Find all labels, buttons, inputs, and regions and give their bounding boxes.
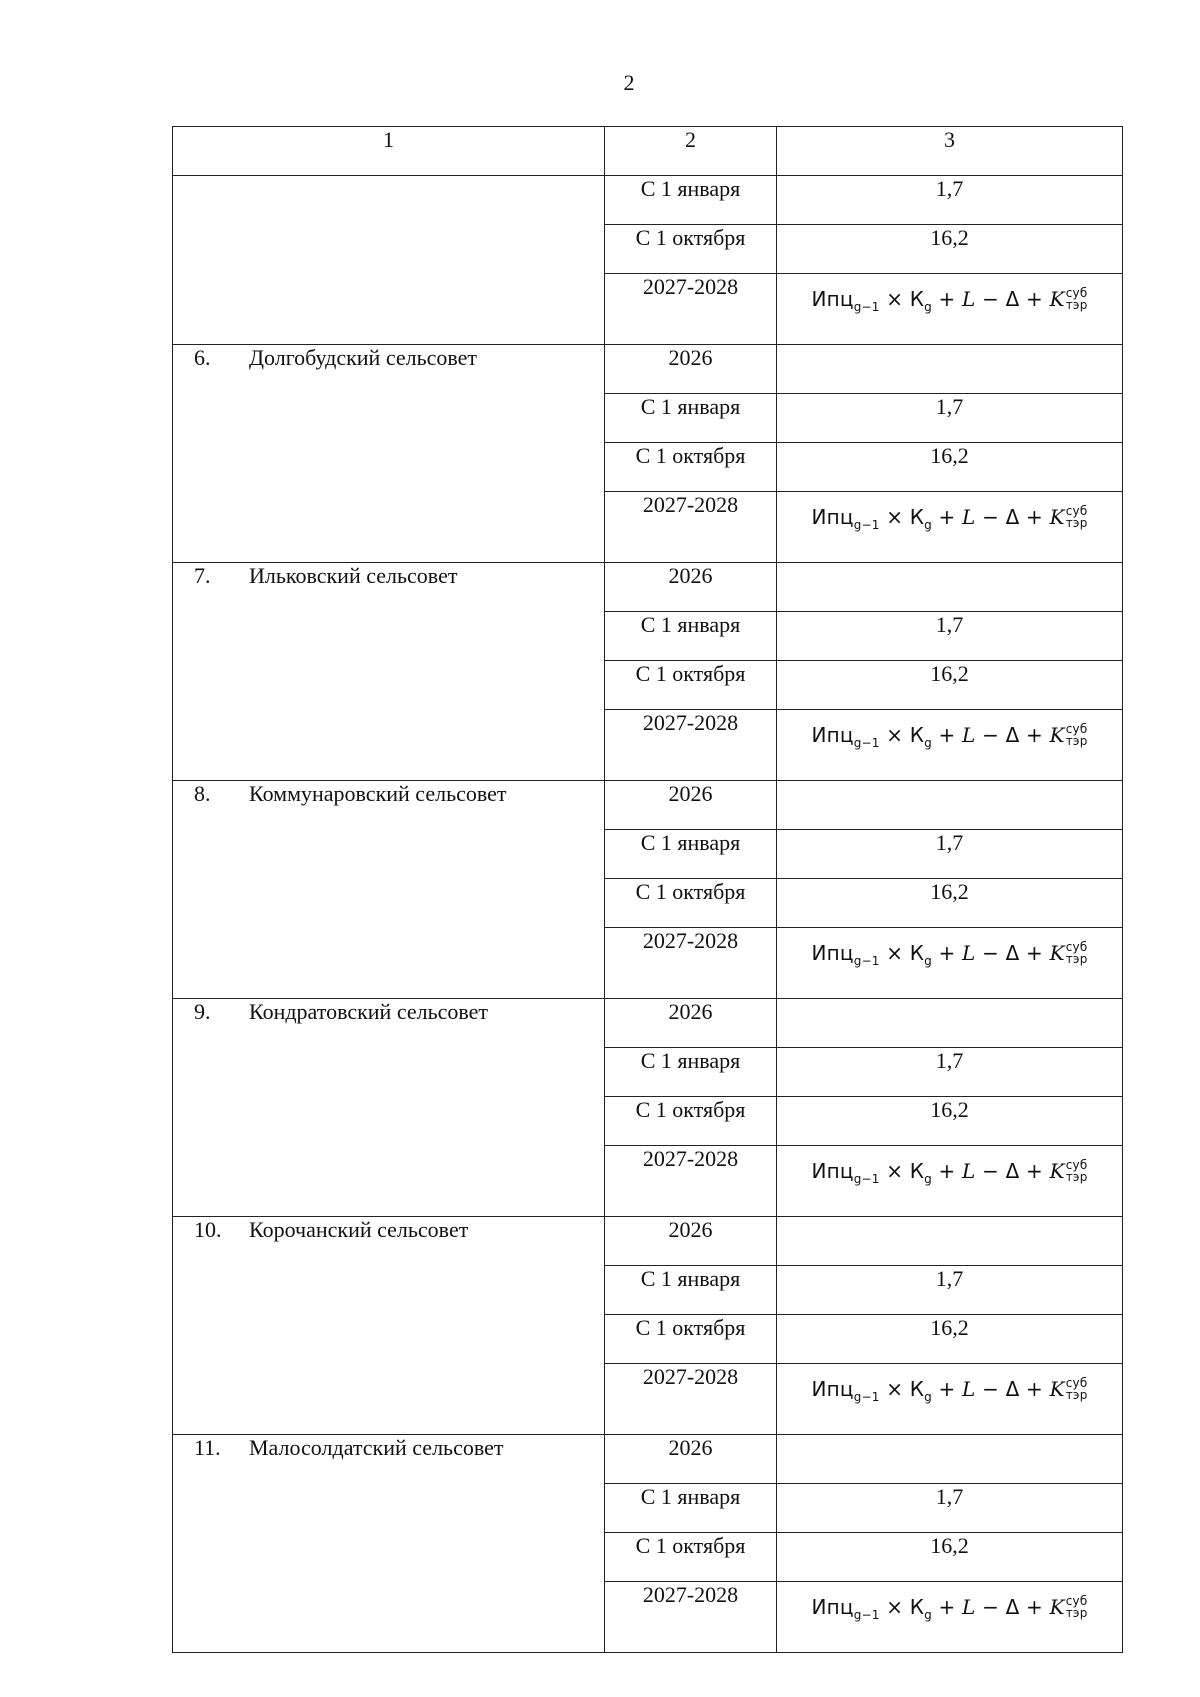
tariff-formula bbox=[811, 285, 1088, 314]
value-cell: 1,7 bbox=[777, 176, 1123, 225]
entry-number: 7. bbox=[194, 563, 211, 588]
formula-k2-sub: тэр bbox=[1065, 515, 1088, 530]
formula-base-sub: g−1 bbox=[853, 300, 880, 314]
formula-base-sub: g−1 bbox=[853, 736, 880, 750]
value-cell: 16,2 bbox=[777, 661, 1123, 710]
table-row bbox=[173, 781, 1123, 830]
formula-k2: K bbox=[1049, 1159, 1065, 1183]
entry-number: 8. bbox=[194, 781, 211, 806]
settlement-name: Долгобудский сельсовет bbox=[249, 345, 478, 370]
period-cell: С 1 октября bbox=[605, 879, 777, 928]
formula-k: К bbox=[909, 1377, 925, 1401]
period-cell: 2027-2028 bbox=[605, 1364, 777, 1435]
formula-cell bbox=[777, 274, 1123, 345]
formula-k: К bbox=[909, 941, 925, 965]
formula-plus: + bbox=[1019, 1159, 1050, 1183]
entry-number: 11. bbox=[194, 1435, 221, 1460]
formula-l: L bbox=[962, 1595, 976, 1619]
year-cell: 2026 bbox=[605, 563, 777, 612]
formula-delta: Δ bbox=[1005, 287, 1020, 311]
formula-k2-sup: суб bbox=[1065, 721, 1088, 736]
formula-minus: − bbox=[975, 1159, 1006, 1183]
settlement-cell bbox=[173, 345, 605, 563]
period-cell: 2027-2028 bbox=[605, 274, 777, 345]
formula-plus: + bbox=[1019, 505, 1050, 529]
entry-number: 9. bbox=[194, 999, 211, 1024]
period-cell: С 1 января bbox=[605, 1266, 777, 1315]
continuation-name-cell bbox=[173, 176, 605, 345]
formula-k2: K bbox=[1049, 1595, 1065, 1619]
period-cell: С 1 января bbox=[605, 1484, 777, 1533]
formula-k: К bbox=[909, 1595, 925, 1619]
tariff-formula bbox=[811, 939, 1088, 968]
formula-k2: K bbox=[1049, 1377, 1065, 1401]
value-cell: 16,2 bbox=[777, 443, 1123, 492]
table-row bbox=[173, 1217, 1123, 1266]
period-cell: 2027-2028 bbox=[605, 1146, 777, 1217]
value-cell: 1,7 bbox=[777, 830, 1123, 879]
period-cell: С 1 октября bbox=[605, 443, 777, 492]
tariff-formula bbox=[811, 503, 1088, 532]
period-cell: 2027-2028 bbox=[605, 928, 777, 999]
formula-k2-indices bbox=[1066, 505, 1088, 529]
settlement-name: Коммунаровский сельсовет bbox=[249, 781, 507, 806]
formula-k-sub: g bbox=[924, 300, 932, 314]
formula-delta: Δ bbox=[1005, 1377, 1020, 1401]
formula-k-sub: g bbox=[924, 954, 932, 968]
formula-times: × bbox=[879, 941, 910, 965]
formula-plus: + bbox=[1019, 287, 1050, 311]
formula-plus: + bbox=[931, 1159, 963, 1183]
settlement-cell bbox=[173, 563, 605, 781]
formula-minus: − bbox=[975, 723, 1006, 747]
value-cell: 1,7 bbox=[777, 1048, 1123, 1097]
formula-plus: + bbox=[931, 1595, 963, 1619]
formula-times: × bbox=[879, 1159, 910, 1183]
formula-times: × bbox=[879, 1595, 910, 1619]
settlement-name: Ильковский сельсовет bbox=[249, 563, 458, 588]
formula-k2: K bbox=[1049, 287, 1065, 311]
formula-base-sub: g−1 bbox=[853, 1608, 880, 1622]
formula-base: Ипц bbox=[811, 1595, 854, 1619]
formula-k2: K bbox=[1049, 723, 1065, 747]
period-cell: С 1 октября bbox=[605, 1315, 777, 1364]
formula-k2-sup: суб bbox=[1065, 1157, 1088, 1172]
formula-l: L bbox=[962, 287, 976, 311]
formula-k2-indices bbox=[1066, 1377, 1088, 1401]
year-cell: 2026 bbox=[605, 999, 777, 1048]
formula-cell bbox=[777, 710, 1123, 781]
value-cell: 16,2 bbox=[777, 225, 1123, 274]
formula-base: Ипц bbox=[811, 723, 854, 747]
value-cell: 16,2 bbox=[777, 1533, 1123, 1582]
formula-cell bbox=[777, 928, 1123, 999]
settlement-name: Корочанский сельсовет bbox=[249, 1217, 469, 1242]
formula-minus: − bbox=[975, 287, 1006, 311]
year-cell: 2026 bbox=[605, 345, 777, 394]
year-cell: 2026 bbox=[605, 781, 777, 830]
table-row bbox=[173, 999, 1123, 1048]
formula-base: Ипц bbox=[811, 1377, 854, 1401]
formula-k2-sup: суб bbox=[1065, 1593, 1088, 1608]
table-header-row bbox=[173, 127, 1123, 176]
period-cell: С 1 октября bbox=[605, 1533, 777, 1582]
formula-plus: + bbox=[931, 505, 963, 529]
formula-base-sub: g−1 bbox=[853, 1172, 880, 1186]
formula-k-sub: g bbox=[924, 518, 932, 532]
formula-k2-sub: тэр bbox=[1065, 1605, 1088, 1620]
formula-plus: + bbox=[931, 1377, 963, 1401]
formula-plus: + bbox=[1019, 941, 1050, 965]
formula-l: L bbox=[962, 941, 976, 965]
table-row bbox=[173, 345, 1123, 394]
value-cell bbox=[777, 1217, 1123, 1266]
formula-k-sub: g bbox=[924, 1608, 932, 1622]
formula-plus: + bbox=[931, 287, 963, 311]
tariff-table bbox=[172, 126, 1123, 1653]
formula-base-sub: g−1 bbox=[853, 1390, 880, 1404]
tariff-formula bbox=[811, 721, 1088, 750]
table-row bbox=[173, 176, 1123, 225]
settlement-cell bbox=[173, 1217, 605, 1435]
formula-k-sub: g bbox=[924, 1390, 932, 1404]
settlement-cell bbox=[173, 1435, 605, 1653]
period-cell: 2027-2028 bbox=[605, 1582, 777, 1653]
formula-k2-sup: суб bbox=[1065, 285, 1088, 300]
formula-times: × bbox=[879, 505, 910, 529]
formula-base: Ипц bbox=[811, 287, 854, 311]
header-col-2: 2 bbox=[605, 127, 777, 176]
formula-minus: − bbox=[975, 1595, 1006, 1619]
period-cell: С 1 января bbox=[605, 394, 777, 443]
formula-delta: Δ bbox=[1005, 1159, 1020, 1183]
tariff-formula bbox=[811, 1593, 1088, 1622]
formula-k2-indices bbox=[1066, 1595, 1088, 1619]
formula-k2: K bbox=[1049, 941, 1065, 965]
table-row bbox=[173, 563, 1123, 612]
formula-k-sub: g bbox=[924, 1172, 932, 1186]
formula-cell bbox=[777, 492, 1123, 563]
table-row bbox=[173, 1435, 1123, 1484]
formula-l: L bbox=[962, 1159, 976, 1183]
formula-k2-sub: тэр bbox=[1065, 1169, 1088, 1184]
settlement-name: Малосолдатский сельсовет bbox=[249, 1435, 504, 1460]
formula-delta: Δ bbox=[1005, 723, 1020, 747]
settlement-cell bbox=[173, 781, 605, 999]
header-col-1: 1 bbox=[173, 127, 605, 176]
formula-plus: + bbox=[1019, 1595, 1050, 1619]
period-cell: 2027-2028 bbox=[605, 492, 777, 563]
period-cell: С 1 января bbox=[605, 612, 777, 661]
period-cell: С 1 января bbox=[605, 830, 777, 879]
period-cell: 2027-2028 bbox=[605, 710, 777, 781]
formula-base: Ипц bbox=[811, 505, 854, 529]
formula-minus: − bbox=[975, 505, 1006, 529]
formula-delta: Δ bbox=[1005, 505, 1020, 529]
formula-plus: + bbox=[931, 941, 963, 965]
formula-minus: − bbox=[975, 1377, 1006, 1401]
formula-l: L bbox=[962, 505, 976, 529]
formula-delta: Δ bbox=[1005, 941, 1020, 965]
formula-plus: + bbox=[931, 723, 963, 747]
formula-k2-indices bbox=[1066, 1159, 1088, 1183]
formula-k-sub: g bbox=[924, 736, 932, 750]
formula-k: К bbox=[909, 505, 925, 529]
settlement-name: Кондратовский сельсовет bbox=[249, 999, 489, 1024]
value-cell bbox=[777, 563, 1123, 612]
year-cell: 2026 bbox=[605, 1217, 777, 1266]
formula-cell bbox=[777, 1146, 1123, 1217]
formula-k: К bbox=[909, 1159, 925, 1183]
value-cell: 16,2 bbox=[777, 879, 1123, 928]
page-number: 2 bbox=[623, 70, 635, 95]
formula-k2-sub: тэр bbox=[1065, 297, 1088, 312]
formula-k2-indices bbox=[1066, 941, 1088, 965]
formula-k2-indices bbox=[1066, 723, 1088, 747]
period-cell: С 1 января bbox=[605, 1048, 777, 1097]
tariff-formula bbox=[811, 1157, 1088, 1186]
formula-k2-indices bbox=[1066, 287, 1088, 311]
formula-cell bbox=[777, 1364, 1123, 1435]
year-cell: 2026 bbox=[605, 1435, 777, 1484]
formula-k2-sub: тэр bbox=[1065, 733, 1088, 748]
formula-minus: − bbox=[975, 941, 1006, 965]
value-cell: 1,7 bbox=[777, 394, 1123, 443]
formula-k2-sup: суб bbox=[1065, 1375, 1088, 1390]
formula-l: L bbox=[962, 1377, 976, 1401]
formula-k2-sub: тэр bbox=[1065, 951, 1088, 966]
formula-l: L bbox=[962, 723, 976, 747]
value-cell bbox=[777, 999, 1123, 1048]
formula-cell bbox=[777, 1582, 1123, 1653]
formula-plus: + bbox=[1019, 723, 1050, 747]
formula-times: × bbox=[879, 287, 910, 311]
header-col-3: 3 bbox=[777, 127, 1123, 176]
formula-base: Ипц bbox=[811, 1159, 854, 1183]
period-cell: С 1 октября bbox=[605, 1097, 777, 1146]
formula-k2-sup: суб bbox=[1065, 939, 1088, 954]
value-cell: 16,2 bbox=[777, 1097, 1123, 1146]
entry-number: 10. bbox=[194, 1217, 222, 1242]
settlement-cell bbox=[173, 999, 605, 1217]
formula-delta: Δ bbox=[1005, 1595, 1020, 1619]
formula-base-sub: g−1 bbox=[853, 954, 880, 968]
value-cell: 1,7 bbox=[777, 1266, 1123, 1315]
period-cell: С 1 октября bbox=[605, 225, 777, 274]
value-cell bbox=[777, 1435, 1123, 1484]
formula-base: Ипц bbox=[811, 941, 854, 965]
entry-number: 6. bbox=[194, 345, 211, 370]
period-cell: С 1 октября bbox=[605, 661, 777, 710]
period-cell: С 1 января bbox=[605, 176, 777, 225]
formula-k2-sup: суб bbox=[1065, 503, 1088, 518]
formula-k: К bbox=[909, 287, 925, 311]
formula-times: × bbox=[879, 723, 910, 747]
formula-k2: K bbox=[1049, 505, 1065, 529]
formula-times: × bbox=[879, 1377, 910, 1401]
formula-k: К bbox=[909, 723, 925, 747]
formula-plus: + bbox=[1019, 1377, 1050, 1401]
formula-k2-sub: тэр bbox=[1065, 1387, 1088, 1402]
tariff-formula bbox=[811, 1375, 1088, 1404]
value-cell: 16,2 bbox=[777, 1315, 1123, 1364]
value-cell: 1,7 bbox=[777, 1484, 1123, 1533]
value-cell bbox=[777, 345, 1123, 394]
value-cell: 1,7 bbox=[777, 612, 1123, 661]
formula-base-sub: g−1 bbox=[853, 518, 880, 532]
value-cell bbox=[777, 781, 1123, 830]
